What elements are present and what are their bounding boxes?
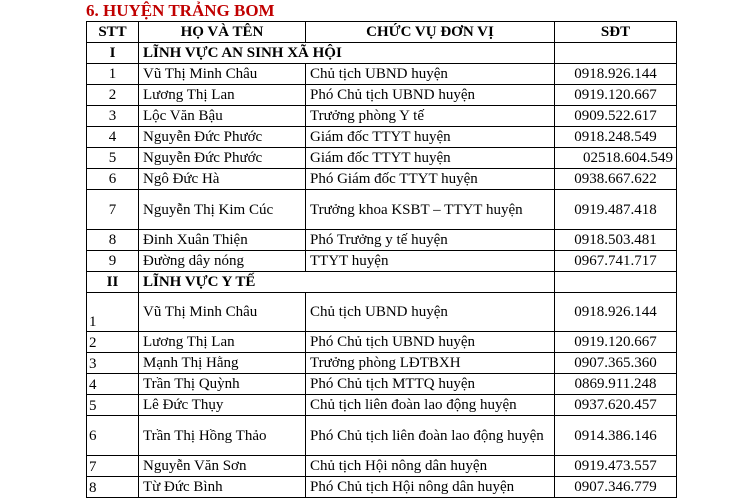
table-row [87, 169, 677, 190]
row-name: Đinh Xuân Thiện [139, 230, 306, 251]
row-stt: 9 [87, 251, 139, 272]
table-row [87, 85, 677, 106]
row-position: Trưởng khoa KSBT – TTYT huyện [306, 190, 555, 230]
row-stt: 7 [87, 456, 139, 477]
row-position: Phó Chủ tịch Hội nông dân huyện [306, 477, 555, 498]
row-position: TTYT huyện [306, 251, 555, 272]
table-row [87, 374, 677, 395]
row-stt: 4 [87, 127, 139, 148]
section-row [87, 43, 677, 64]
row-name: Ngô Đức Hà [139, 169, 306, 190]
table-row [87, 190, 677, 230]
row-position: Trưởng phòng Y tế [306, 106, 555, 127]
row-stt: 4 [87, 374, 139, 395]
row-stt: 8 [87, 477, 139, 498]
row-name: Mạnh Thị Hằng [139, 353, 306, 374]
contact-table [86, 21, 677, 498]
row-stt: 2 [87, 332, 139, 353]
row-name: Trần Thị Quỳnh [139, 374, 306, 395]
section-title: LĨNH VỰC Y TẾ [139, 272, 555, 293]
row-stt: 3 [87, 106, 139, 127]
table-row [87, 127, 677, 148]
row-name: Nguyễn Văn Sơn [139, 456, 306, 477]
row-name: Nguyễn Thị Kim Cúc [139, 190, 306, 230]
row-name: Nguyễn Đức Phước [139, 148, 306, 169]
table-row [87, 251, 677, 272]
row-name: Lương Thị Lan [139, 332, 306, 353]
row-name: Vũ Thị Minh Châu [139, 293, 306, 332]
column-header-phone: SĐT [555, 22, 677, 43]
row-phone: 0907.346.779 [555, 477, 677, 498]
row-position: Chủ tịch Hội nông dân huyện [306, 456, 555, 477]
row-stt: 5 [87, 148, 139, 169]
row-phone: 0919.120.667 [555, 332, 677, 353]
row-position: Chủ tịch UBND huyện [306, 293, 555, 332]
column-header-stt: STT [87, 22, 139, 43]
row-stt: 7 [87, 190, 139, 230]
table-row [87, 230, 677, 251]
row-position: Giám đốc TTYT huyện [306, 127, 555, 148]
table-row [87, 293, 677, 332]
column-header-position: CHỨC VỤ ĐƠN VỊ [306, 22, 555, 43]
section-number: II [87, 272, 139, 293]
row-stt: 8 [87, 230, 139, 251]
row-phone: 0914.386.146 [555, 416, 677, 456]
table-row [87, 456, 677, 477]
table-row [87, 395, 677, 416]
row-position: Giám đốc TTYT huyện [306, 148, 555, 169]
row-name: Lộc Văn Bậu [139, 106, 306, 127]
row-phone: 02518.604.549 [555, 148, 677, 169]
section-empty-cell [555, 43, 677, 64]
row-name: Đường dây nóng [139, 251, 306, 272]
row-position: Phó Chủ tịch MTTQ huyện [306, 374, 555, 395]
row-position: Trưởng phòng LĐTBXH [306, 353, 555, 374]
column-header-name: HỌ VÀ TÊN [139, 22, 306, 43]
table-row [87, 416, 677, 456]
row-phone: 0919.473.557 [555, 456, 677, 477]
row-stt: 6 [87, 169, 139, 190]
row-phone: 0907.365.360 [555, 353, 677, 374]
row-phone: 0937.620.457 [555, 395, 677, 416]
row-phone: 0909.522.617 [555, 106, 677, 127]
row-stt: 3 [87, 353, 139, 374]
section-title: LĨNH VỰC AN SINH XÃ HỘI [139, 43, 555, 64]
row-position: Phó Giám đốc TTYT huyện [306, 169, 555, 190]
row-name: Trần Thị Hồng Thảo [139, 416, 306, 456]
row-name: Lương Thị Lan [139, 85, 306, 106]
row-position: Phó Chủ tịch liên đoàn lao động huyện [306, 416, 555, 456]
row-position: Chủ tịch UBND huyện [306, 64, 555, 85]
row-phone: 0938.667.622 [555, 169, 677, 190]
row-phone: 0918.926.144 [555, 64, 677, 85]
row-phone: 0967.741.717 [555, 251, 677, 272]
row-stt: 5 [87, 395, 139, 416]
row-stt: 1 [87, 64, 139, 85]
row-phone: 0918.248.549 [555, 127, 677, 148]
row-stt: 6 [87, 416, 139, 456]
row-phone: 0918.503.481 [555, 230, 677, 251]
table-row [87, 332, 677, 353]
table-row [87, 64, 677, 85]
row-name: Từ Đức Bình [139, 477, 306, 498]
table-row [87, 148, 677, 169]
page-title: 6. HUYỆN TRẢNG BOM [86, 1, 275, 20]
section-row [87, 272, 677, 293]
section-empty-cell [555, 272, 677, 293]
row-phone: 0869.911.248 [555, 374, 677, 395]
row-name: Nguyễn Đức Phước [139, 127, 306, 148]
table-row [87, 106, 677, 127]
row-position: Phó Chủ tịch UBND huyện [306, 85, 555, 106]
row-name: Lê Đức Thụy [139, 395, 306, 416]
row-phone: 0919.120.667 [555, 85, 677, 106]
row-position: Phó Chủ tịch UBND huyện [306, 332, 555, 353]
row-stt: 1 [87, 293, 139, 332]
table-row [87, 477, 677, 498]
section-number: I [87, 43, 139, 64]
row-position: Chủ tịch liên đoàn lao động huyện [306, 395, 555, 416]
row-phone: 0918.926.144 [555, 293, 677, 332]
row-position: Phó Trưởng y tế huyện [306, 230, 555, 251]
row-name: Vũ Thị Minh Châu [139, 64, 306, 85]
table-row [87, 353, 677, 374]
row-phone: 0919.487.418 [555, 190, 677, 230]
row-stt: 2 [87, 85, 139, 106]
table-header-row [87, 22, 677, 43]
